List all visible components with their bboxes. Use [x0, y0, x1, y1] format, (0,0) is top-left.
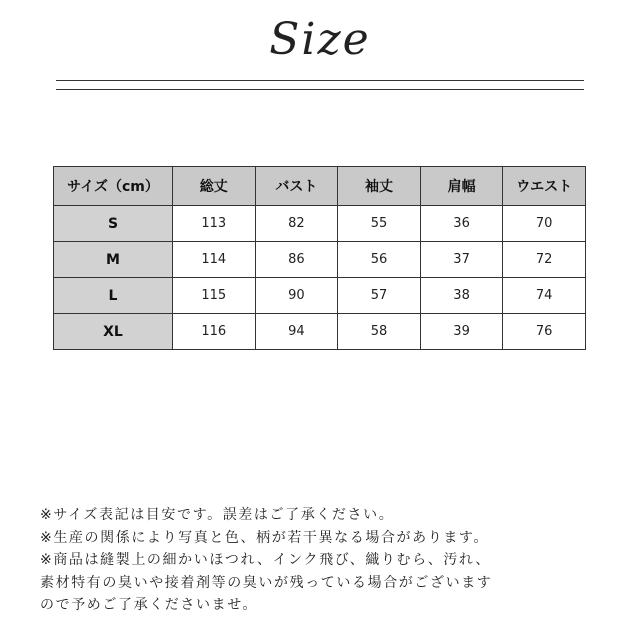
table-row: [54, 278, 586, 314]
table-cell: 76: [503, 314, 586, 350]
table-cell: 90: [255, 278, 338, 314]
table-cell: 115: [173, 278, 256, 314]
table-row: [54, 242, 586, 278]
size-label: M: [54, 242, 173, 278]
table-cell: 94: [255, 314, 338, 350]
table-cell: 38: [420, 278, 503, 314]
table-cell: 72: [503, 242, 586, 278]
size-chart-table: [53, 166, 586, 350]
table-header-row: [54, 167, 586, 206]
header-size: サイズ（cm）: [54, 167, 173, 206]
table-cell: 116: [173, 314, 256, 350]
notes-block: [40, 504, 620, 617]
header-shoulder-width: 肩幅: [420, 167, 503, 206]
page-title: Size: [269, 14, 371, 65]
size-label: XL: [54, 314, 173, 350]
table-cell: 36: [420, 206, 503, 242]
table-cell: 114: [173, 242, 256, 278]
header-bust: バスト: [255, 167, 338, 206]
table-cell: 86: [255, 242, 338, 278]
table-cell: 82: [255, 206, 338, 242]
note-line: ※商品は縫製上の細かいほつれ、インク飛び、織りむら、汚れ、: [40, 552, 491, 568]
table-row: [54, 314, 586, 350]
table-cell: 39: [420, 314, 503, 350]
table-cell: 56: [338, 242, 421, 278]
note-line: ※サイズ表記は目安です。誤差はご了承ください。: [40, 507, 395, 523]
note-line: ので予めご了承くださいませ。: [40, 597, 258, 613]
table-cell: 74: [503, 278, 586, 314]
note-line: 素材特有の臭いや接着剤等の臭いが残っている場合がございます: [40, 574, 493, 591]
table-cell: 113: [173, 206, 256, 242]
title-divider-bottom: [56, 89, 584, 90]
table-cell: 55: [338, 206, 421, 242]
size-label: S: [54, 206, 173, 242]
header-total-length: 総丈: [173, 167, 256, 206]
table-cell: 58: [338, 314, 421, 350]
title-divider-top: [56, 80, 584, 81]
table-row: [54, 206, 586, 242]
note-line: ※生産の関係により写真と色、柄が若干異なる場合があります。: [40, 529, 490, 546]
size-label: L: [54, 278, 173, 314]
header-waist: ウエスト: [503, 167, 586, 206]
header-sleeve-length: 袖丈: [338, 167, 421, 206]
table-cell: 57: [338, 278, 421, 314]
table-cell: 37: [420, 242, 503, 278]
table-cell: 70: [503, 206, 586, 242]
